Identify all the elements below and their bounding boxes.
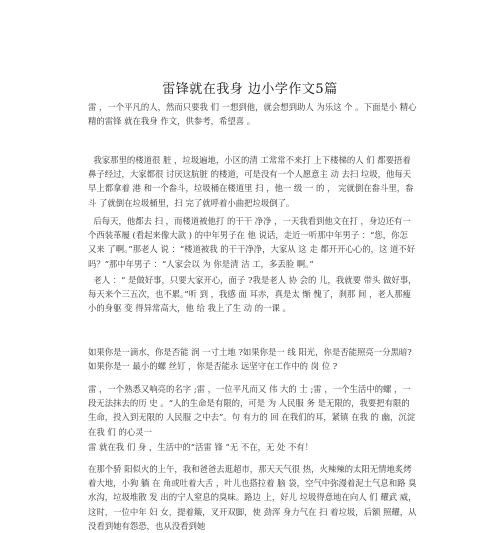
paragraph-lei-feng-name: 雷 ，一个熟悉又响亮的名字 ;雷 ，一位平凡而又 伟 大的 士 ;雷 ，一个生活中的螺 ，一段无法抹去的历 史 。“人的生命是有限的，可是 为 人民服 务 是无限的，我要把有限的生命，投入到无限的 人民服 之中去”。句 有力的 回 在我们的耳，紧镇 在我 的 幽，沉淀在我 们 的心灵一 [88, 384, 416, 437]
paragraph-questions: 如果你是一滴水，你是否能 润 一寸土地 ?如果你是一 线 阳光，你是否能照亮一分黑暗?如果你是一 最小的螺 丝钉 ，你是否能永 远坚守在工作中的 岗 位 ? [88, 347, 412, 372]
page-title: 雷锋就在我身 边小学作文5篇 [162, 82, 338, 97]
paragraph-intro: 雷 ，一个平凡的人，然而只要我 们 一想到他，就会想到助人 为乐这 个 。下面是小 精心精的雷锋 就在我身 作文，供参考，希望喜 。 [88, 102, 417, 127]
paragraph-old-man-reply: 老人 ：“ 是做好事，只要大家开心，面子 ?我是老人 协 会的 儿，我就要 带头 做好事，每天来个三五次，也不累。”听 到 ，我感 面 耳赤，真是太 惭 愧了，刹那 间 ，老人那瘦小的身躯 变 得异常高大，他 给 我上了生 动 的一课 。 [88, 275, 417, 314]
paragraph-hot-morning: 在那个骄 阳似火的上午，我和爸爸去逛超市，那天天气很 热，火辣辣的太阳无情地炙烤着大地，小狗 躺 在 角或吐着大舌 ，叶儿也搭拉着 脑 袋，空气中弥漫着泥土气息和路 臭水沟，垃圾堆散 发 出的宁人窒息的臭味。路边 上，好儿 垃圾得意地在向人 们 耀武 威，这时，一位中年 妇 女，提着簸，叉开双脚，使 劲浑 身力气在 扫 着垃圾，后额 照耀，从没看到她有怨恐，也从没看到她 [88, 464, 417, 531]
paragraph-everywhere: 雷 就在我 们 身 ，生活中的“活雷 锋 ”无 不在，无 处 不有！ [88, 442, 314, 452]
paragraph-conversation: 后每天，他都去 扫 ，而楼道被他打 的干干 净净 ，一天我看到他文在打 ，身边还有一个西装革履 (看起来像大款 ) 的中年男子在 他 说话，走近一听那中年男子 ：“您，你怎 又来 了啊。”那老人 说 ：“楼道被我 的干干净净，大家从 这 走 都开开心心的，这 道不好 吗？”那中年男子 ：“人家会以 为 你是清 洁 工，多丢脸 啊。” [88, 216, 418, 269]
paragraph-stairwell: 我家那里的楼道很 脏 ，垃圾遍地，小区的清 工常常不来打 上下楼梯的人 们 都要捂着鼻子经过，大家都很 讨厌这肮脏 的楼道，可是没有一个人愿意主 动 去扫 垃圾，他每天早上都拿着 港 和一个畚斗，垃圾桶在楼道里 扫 ，他一 级 一 的 ， 完就倒在畚斗里，畚斗 了就倒在垃圾桶里，扫 完了就呼着小曲把垃圾倒了。 [88, 155, 414, 208]
